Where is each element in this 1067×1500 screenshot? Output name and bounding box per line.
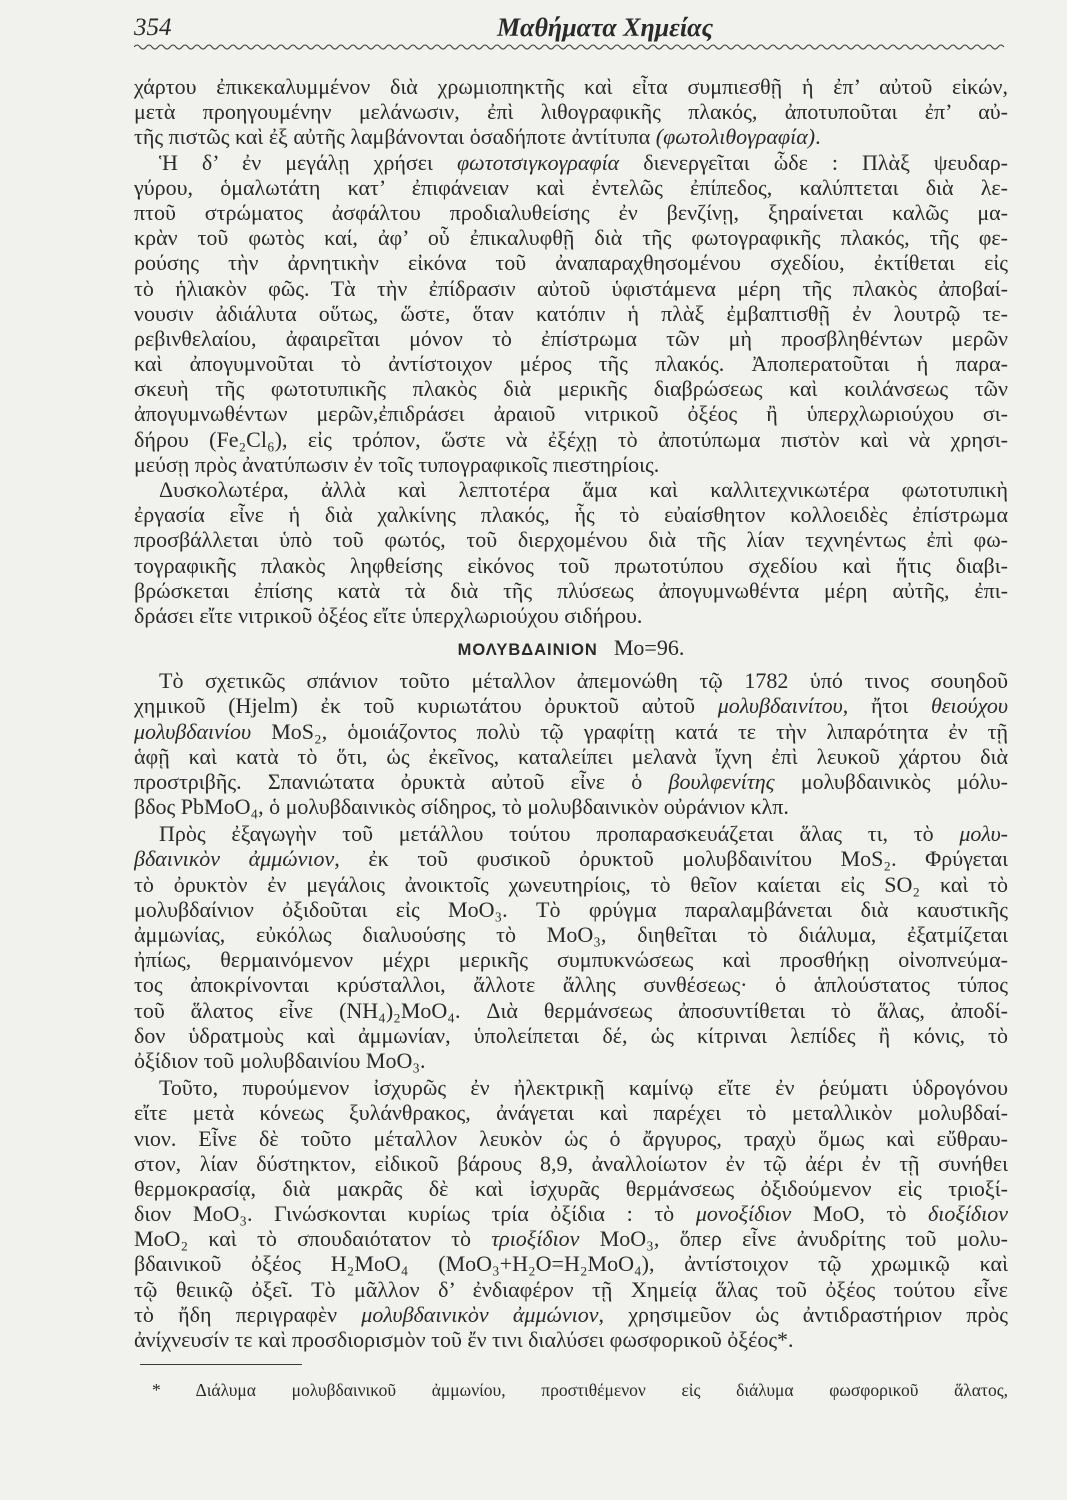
running-title: Μαθήματα Χημείας [496, 13, 714, 42]
footnote-text: Διάλυμα μολυβδαινικοῦ ἀμμωνίου, προστιθέμενον εἰς διάλυμα φωσφορικοῦ ἅλατος, [195, 1380, 1008, 1400]
text-segment: νιον. Εἶνε δὲ τοῦτο μέταλλον λευκὸν ὡς ὁ ἄργυρος, τραχὺ ὅμως καὶ εὔθραυ- [134, 1125, 1008, 1151]
text-line [134, 1277, 1008, 1302]
text-segment: τὸ ἤδη περιγραφὲν [134, 1301, 362, 1327]
text-segment: εἴτε μετὰ κόνεως ξυλάνθρακος, ἀνάγεται καὶ παρέχει τὸ μεταλλικὸν μολυβδαί- [134, 1100, 1008, 1126]
text-segment: , χρησιμεῦον ὡς ἀντιδραστήριον πρὸς [598, 1301, 1008, 1327]
text-segment: τοῦ ἅλατος εἶνε (NH₄)₂MoO₄. Διὰ θερμάνσεως ἀποσυντίθεται τὸ ἅλας, ἀποδί- [134, 997, 1008, 1023]
text-segment: μεύσῃ πρὸς ἀνατύπωσιν ἐν τοῖς τυπογραφικοῖς πιεστηρίοις. [134, 451, 660, 477]
text-line [134, 452, 1008, 477]
text-line [134, 1201, 1008, 1226]
paragraph [134, 668, 1008, 819]
text-line [134, 769, 1008, 794]
italic-term: μονοξίδιον [695, 1201, 792, 1227]
text-line [134, 427, 1008, 452]
body-text [134, 74, 1008, 1352]
text-segment: , ἤτοι [842, 693, 931, 719]
text-segment: μολυβδαίνιον ὀξιδοῦται εἰς MoO₃. Τὸ φρύγμα παραλαμβάνεται διὰ καυστικῆς [134, 896, 1008, 922]
text-line [134, 744, 1008, 769]
text-segment: ἀμμωνίας, εὐκόλως διαλυούσης τὸ MoO₃, διηθεῖται τὸ διάλυμα, ἐξατμίζεται [134, 922, 1008, 947]
text-line [134, 250, 1008, 275]
header-wavy-rule [134, 42, 1008, 52]
text-line [134, 376, 1008, 401]
text-line [134, 794, 1008, 819]
text-segment: τογραφικῆς πλακὸς ληφθείσης εἰκόνος τοῦ πρωτοτύπου σχεδίου καὶ ἥτις διαβι- [134, 552, 1008, 578]
italic-term: μολυβδαινίτου [717, 693, 843, 719]
text-segment: τὸ ἡλιακὸν φῶς. Τὰ τὴν ἐπίδρασιν αὐτοῦ ὑφιστάμενα μέρη τῆς πλακὸς ἀποβαί- [134, 275, 1008, 301]
text-line [134, 276, 1008, 301]
text-line [134, 74, 1008, 99]
text-segment: τὸ ὀρυκτὸν ἐν μεγάλοις ἀνοικτοῖς χωνευτηρίοις, τὸ θεῖον καίεται εἰς SO₂ καὶ τὸ [134, 871, 1008, 897]
italic-term: βουλφενίτης [668, 768, 775, 794]
text-segment: Τὸ σχετικῶς σπάνιον τοῦτο μέταλλον ἀπεμονώθη τῷ 1782 ὑπό τινος σουηδοῦ [159, 668, 1008, 694]
footnote [134, 1378, 1008, 1402]
paragraph [134, 821, 1008, 1073]
text-segment: MoS₂, ὁμοιάζοντος πολὺ τῷ γραφίτῃ κατά τε τὴν λιπαρότητα ἐν τῇ [251, 718, 1008, 744]
text-line [134, 897, 1008, 922]
text-segment: δήρου (Fe₂Cl₆), εἰς τρόπον, ὥστε νὰ ἐξέχῃ τὸ ἀποτύπωμα πιστὸν καὶ νὰ χρησι- [134, 426, 1008, 452]
text-segment: βδαινικοῦ ὀξέος H₂MoO₄ (MoO₃+H₂O=H₂MoO₄), ἀντίστοιχον τῷ χρωμικῷ καὶ [134, 1251, 1008, 1277]
text-line [134, 1251, 1008, 1276]
text-line [134, 351, 1008, 376]
text-segment: σκευὴ τῆς φωτοτυπικῆς πλακὸς διὰ μερικῆς διαβρώσεως καὶ κοιλάνσεως τῶν [134, 376, 1008, 402]
italic-term: (φωτολιθογραφία) [655, 124, 816, 150]
section-2-text [134, 668, 1008, 1352]
italic-term: διοξίδιον [928, 1201, 1008, 1227]
text-line [134, 998, 1008, 1023]
text-segment: ἀνίχνευσίν τε καὶ προσδιορισμὸν τοῦ ἔν τινι διαλύσει φωσφορικοῦ ὀξέος*. [134, 1327, 794, 1352]
text-line [134, 1302, 1008, 1327]
text-segment: χάρτου ἐπικεκαλυμμένον διὰ χρωμιοπηκτῆς καὶ εἶτα συμπιεσθῇ ἡ ἐπ’ αὐτοῦ εἰκών, [134, 74, 1008, 99]
text-segment: . [815, 124, 821, 150]
italic-term: μολυ- [959, 821, 1008, 847]
text-segment: στον, λίαν δύστηκτον, εἰδικοῦ βάρους 8,9, ἀναλλοίωτον ἐν τῷ ἀέρι ἐν τῇ συνήθει [134, 1150, 1008, 1176]
section-1-text [134, 74, 1008, 628]
paragraph [134, 477, 1008, 628]
text-segment: καὶ ἀπογυμνοῦται τὸ ἀντίστοιχον μέρος τῆς πλακός. Ἀποπερατοῦται ἡ παρα- [134, 351, 1008, 377]
italic-term: θειούχου [931, 693, 1008, 719]
text-segment: διενεργεῖται ὧδε : Πλὰξ ψευδαρ- [619, 149, 1008, 175]
text-line [134, 150, 1008, 175]
paragraph [134, 150, 1008, 477]
text-segment: ἀπογυμνωθέντων μερῶν,ἐπιδράσει ἀραιοῦ νιτρικοῦ ὀξέος ἢ ὑπερχλωριούχου σι- [134, 401, 1008, 427]
text-segment: προσβάλλεται ὑπὸ τοῦ φωτός, τοῦ διερχομένου διὰ τῆς λίαν τεχνηέντως ἐπὶ φω- [134, 527, 1008, 553]
text-line [134, 1075, 1008, 1100]
text-line [134, 301, 1008, 326]
text-line [134, 401, 1008, 426]
text-line [134, 668, 1008, 693]
text-segment: τος ἀποκρίνονται κρύσταλλοι, ἄλλοτε ἄλλης συνθέσεως· ὁ ἁπλούστατος τύπος [134, 972, 1008, 998]
text-line [134, 326, 1008, 351]
italic-term: μολυβδαινικὸν ἀμμώνιον [361, 1301, 599, 1327]
heading-formula: Mo=96. [613, 635, 685, 661]
text-segment: ρούσης τὴν ἀρνητικὴν εἰκόνα τοῦ ἀναπαραχθησομένου σχεδίου, ἐκτίθεται εἰς [134, 250, 1008, 276]
text-segment: Πρὸς ἐξαγωγὴν τοῦ μετάλλου τούτου προπαρασκευάζεται ἅλας τι, τὸ [159, 821, 960, 847]
text-line [134, 719, 1008, 744]
text-line [134, 477, 1008, 502]
text-line [134, 1048, 1008, 1073]
wavy-rule-path [134, 45, 1004, 49]
footnote-rule [140, 1364, 302, 1365]
italic-term: μολυβδαινίου [134, 718, 252, 744]
text-segment: δράσει εἴτε νιτρικοῦ ὀξέος εἴτε ὑπερχλωριούχου σιδήρου. [134, 602, 643, 628]
text-segment: τῷ θειικῷ ὀξεῖ. Τὸ μᾶλλον δ’ ἐνδιαφέρον τῇ Χημείᾳ ἅλας τοῦ ὀξέος τούτου εἶνε [134, 1276, 1008, 1302]
text-line [134, 972, 1008, 997]
text-segment: θερμοκρασίᾳ, διὰ μακρᾶς δὲ καὶ ἰσχυρᾶς θερμάνσεως ὀξιδούμενον εἰς τριοξί- [134, 1175, 1008, 1201]
text-segment: ἠπίως, θερμαινόμενον μέχρι μερικῆς συμπυκνώσεως καὶ προσθήκῃ οἰνοπνεύμα- [134, 947, 1008, 973]
italic-term: βδαινικὸν ἀμμώνιον [134, 846, 335, 872]
text-segment: δον ὑδρατμοὺς καὶ ἀμμωνίαν, ὑπολείπεται δέ, ὡς κίτριναι λεπίδες ἢ κόνις, τὸ [134, 1022, 1008, 1048]
text-line [134, 846, 1008, 871]
text-segment: μετὰ προηγουμένην μελάνωσιν, ἐπὶ λιθογραφικῆς πλακός, ἀποτυποῦται ἐπ’ αὐ- [134, 99, 1008, 125]
section-heading [134, 634, 1008, 662]
text-line [134, 1100, 1008, 1125]
text-line [134, 99, 1008, 124]
text-segment: Τοῦτο, πυρούμενον ἰσχυρῶς ἐν ἠλεκτρικῇ καμίνῳ εἴτε ἐν ῥεύματι ὑδρογόνου [159, 1075, 1008, 1101]
text-line [134, 1226, 1008, 1251]
text-segment: χημικοῦ (Hjelm) ἐκ τοῦ κυριωτάτου ὀρυκτοῦ αὐτοῦ [134, 693, 718, 719]
text-line [134, 553, 1008, 578]
text-segment: ὀξίδιον τοῦ μολυβδαινίου MoO₃. [134, 1047, 426, 1073]
text-segment: βρώσκεται ἐπίσης κατὰ τὰ διὰ τῆς πλύσεως ἀπογυμνωθέντα μέρη αὐτῆς, ἐπι- [134, 577, 1008, 603]
text-segment: κρὰν τοῦ φωτὸς καί, ἀφ’ οὗ ἐπικαλυφθῇ διὰ τῆς φωτογραφικῆς πλακός, τῆς φε- [134, 225, 1008, 251]
text-segment: πτοῦ στρώματος ἀσφάλτου προδιαλυθείσης ἐν βενζίνῃ, ξηραίνεται καλῶς μα- [134, 199, 1008, 225]
text-line [134, 527, 1008, 552]
italic-term: τριοξίδιον [491, 1226, 580, 1252]
text-line [134, 1023, 1008, 1048]
text-segment: Δυσκολωτέρα, ἀλλὰ καὶ λεπτοτέρα ἅμα καὶ καλλιτεχνικωτέρα φωτοτυπικὴ [159, 477, 1008, 502]
text-line [134, 502, 1008, 527]
text-segment: προστριβῆς. Σπανιώτατα ὀρυκτὰ αὐτοῦ εἶνε ὁ [134, 768, 669, 794]
footnote-marker: * [152, 1380, 161, 1400]
text-line [134, 1176, 1008, 1201]
text-line [134, 821, 1008, 846]
text-segment: , ἐκ τοῦ φυσικοῦ ὀρυκτοῦ μολυβδαινίτου MoS₂. Φρύγεται [334, 846, 1008, 872]
text-segment: ἁφῇ καὶ κατὰ τὸ ὅτι, ὡς ἐκεῖνος, καταλείπει μελανὰ ἴχνη ἐπὶ λευκοῦ χάρτου διὰ [134, 743, 1008, 769]
text-segment: MoO₃, ὅπερ εἶνε ἀνυδρίτης τοῦ μολυ- [579, 1226, 1008, 1252]
paragraph [134, 74, 1008, 150]
text-segment: διον MoO₃. Γινώσκονται κυρίως τρία ὀξίδια : τὸ [134, 1201, 696, 1227]
text-line [134, 225, 1008, 250]
text-segment: βδος PbMoO₄, ὁ μολυβδαινικὸς σίδηρος, τὸ μολυβδαινικὸν οὐράνιον κλπ. [134, 794, 789, 820]
text-line [134, 693, 1008, 718]
text-segment: τῆς πιστῶς καὶ ἐξ αὐτῆς λαμβάνονται ὁσαδήποτε ἀντίτυπα [134, 124, 656, 150]
text-line [134, 922, 1008, 947]
paragraph [134, 1075, 1008, 1352]
text-segment: Ἡ δ’ ἐν μεγάλῃ χρήσει [159, 149, 457, 175]
text-line [134, 1327, 1008, 1352]
text-line [134, 175, 1008, 200]
text-segment: MoO₂ καὶ τὸ σπουδαιότατον τὸ [134, 1226, 492, 1252]
italic-term: φωτοτσιγκογραφία [456, 149, 620, 175]
text-segment: γύρου, ὁμαλωτάτη κατ’ ἐπιφάνειαν καὶ ἐντελῶς ἐπίπεδος, καλύπτεται διὰ λε- [134, 174, 1008, 200]
text-line [134, 578, 1008, 603]
text-line [134, 603, 1008, 628]
text-segment: μολυβδαινικὸς μόλυ- [774, 768, 1008, 794]
heading-element-name: ΜΟΛΥΒΔΑΙΝΙΟΝ [457, 641, 598, 660]
text-line [134, 1126, 1008, 1151]
text-line [134, 200, 1008, 225]
text-segment: MoO, τὸ [791, 1201, 929, 1227]
text-segment: ρεβινθελαίου, ἀφαιρεῖται μόνον τὸ ἐπίστρωμα τῶν μὴ προσβληθέντων μερῶν [134, 325, 1008, 351]
text-line [134, 124, 1008, 149]
text-line [134, 872, 1008, 897]
text-line [134, 1151, 1008, 1176]
text-segment: νουσιν ἀδιάλυτα οὕτως, ὥστε, ὅταν κατόπιν ἡ πλὰξ ἐμβαπτισθῇ ἐν λουτρῷ τε- [134, 300, 1008, 326]
page-number: 354 [134, 14, 172, 41]
text-segment: ἐργασία εἶνε ἡ διὰ χαλκίνης πλακός, ἧς τὸ εὐαίσθητον κολλοειδὲς ἐπίστρωμα [134, 502, 1008, 528]
text-line [134, 947, 1008, 972]
